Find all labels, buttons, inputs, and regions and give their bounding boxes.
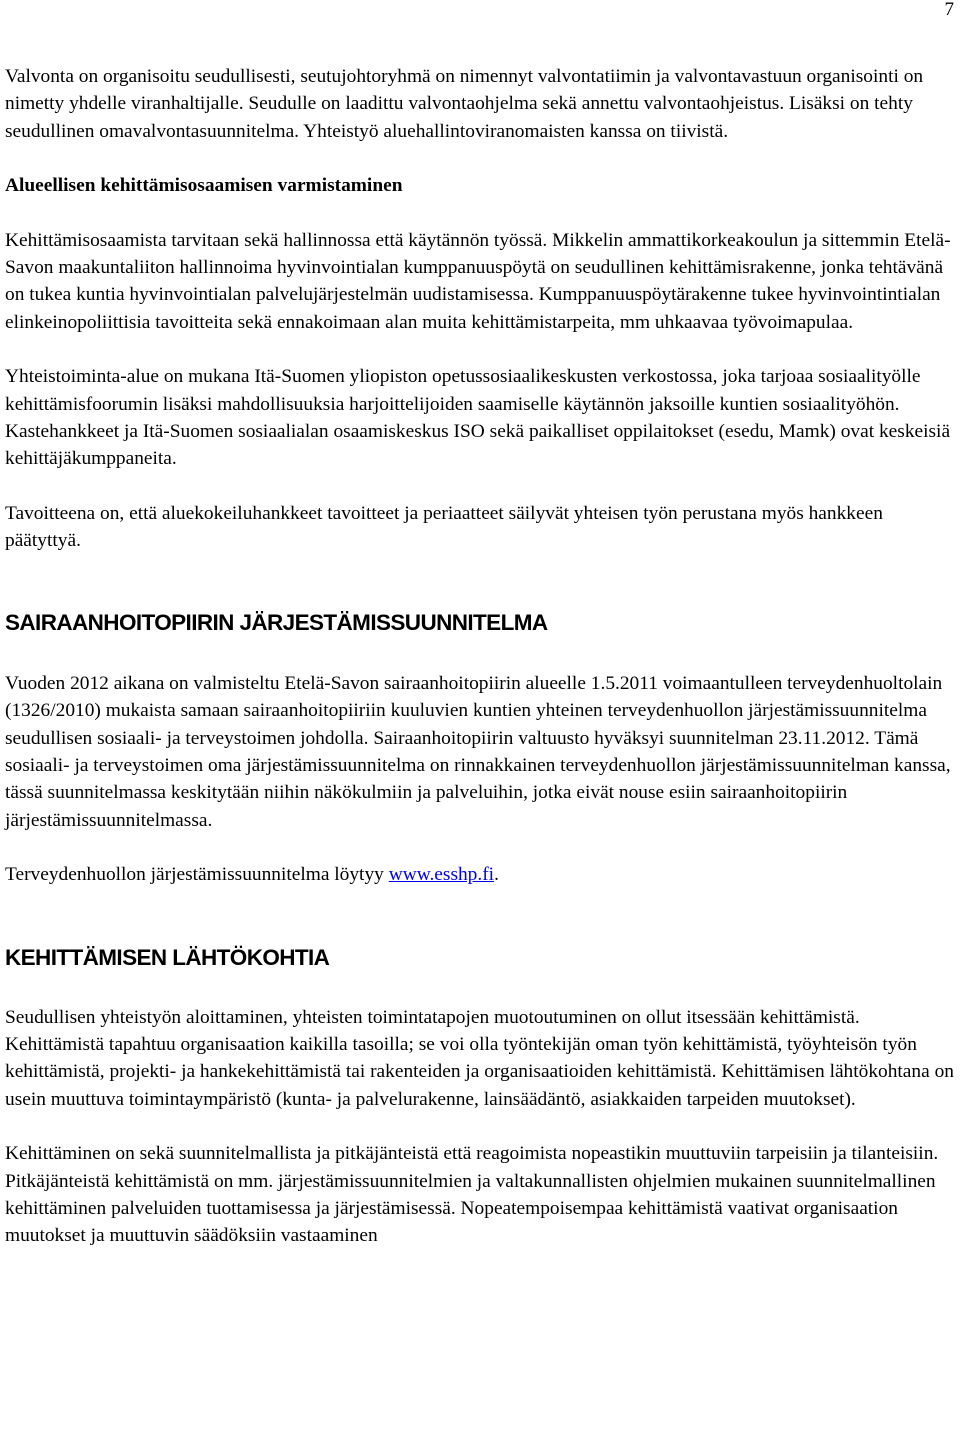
heading-sairaanhoitopiiri: SAIRAANHOITOPIIRIN JÄRJESTÄMISSUUNNITELMA	[5, 609, 548, 635]
paragraph-terveydenhuolto-link	[5, 861, 957, 888]
paragraph-kehittaminen: Kehittäminen on sekä suunnitelmallista ja pitkäjänteistä että reagoimista nopeastikin muuttuviin tarpeisiin ja tilanteisiin. Pitkäjänteistä kehittämistä on mm. järjestämissuunnitelmien ja valtakunnallisten ohjelmien mukainen suunnitelmallinen kehittäminen palveluiden tuottamisessa ja järjestämisessä. Nopeatempoisempaa kehittämistä vaativat organisaation muutokset ja muuttuvin säädöksiin vastaaminen	[5, 1143, 939, 1247]
paragraph-kehittamisosaaminen: Kehittämisosaamista tarvitaan sekä hallinnossa että käytännön työssä. Mikkelin ammattikorkeakoulun ja sittemmin Etelä-Savon maakuntaliiton hallinnoima hyvinvointialan kumppanuuspöytä on seudullinen kehittämisrakenne, jonka tehtävänä on tukea kuntia hyvinvointialan palvelujärjestelmän uudistamisessa. Kumppanuuspöytärakenne tukee hyvinvointintialan elinkeinopoliittisia tavoitteita sekä ennakoimaan alan muita kehittämistarpeita, mm uhkaavaa työvoimapulaa.	[5, 229, 951, 333]
heading-kehittamisen-lahtokohtia: KEHITTÄMISEN LÄHTÖKOHTIA	[5, 944, 330, 970]
paragraph-seudullinen-yhteistyo: Seudullisen yhteistyön aloittaminen, yhteisten toimintatapojen muotoutuminen on ollut itsessään kehittämistä. Kehittämistä tapahtuu organisaation kaikilla tasoilla; se voi olla työntekijän oman työn kehittämistä, työyhteisön työn kehittämistä, projekti- ja hankekehittämistä tai rakenteiden ja organisaatioiden kehittämistä. Kehittämisen lähtökohtana on usein muuttuva toimintaympäristö (kunta- ja palvelurakenne, lainsäädäntö, asiakkaiden tarpeiden muutokset).	[5, 1006, 954, 1110]
document-body	[5, 63, 957, 1250]
paragraph-sairaanhoitopiiri: Vuoden 2012 aikana on valmisteltu Etelä-Savon sairaanhoitopiirin alueelle 1.5.2011 voimaantulleen terveydenhuoltolain (1326/2010) mukaista samaan sairaanhoitopiiriin kuuluvien kuntien yhteinen terveydenhuollon järjestämissuunnitelma seudullisen sosiaali- ja terveystoimen johdolla. Sairaanhoitopiirin valtuusto hyväksyi suunnitelman 23.11.2012. Tämä sosiaali- ja terveystoimen oma järjestämissuunnitelma on rinnakkainen terveydenhuollon järjestämissuunnitelman kanssa, tässä suunnitelmassa keskitytään niihin näkökulmiin ja palveluihin, jotka eivät nouse esiin sairaanhoitopiirin järjestämissuunnitelmassa.	[5, 672, 951, 831]
paragraph-tavoitteena: Tavoitteena on, että aluekokeiluhankkeet tavoitteet ja periaatteet säilyvät yhteisen työn perustana myös hankkeen päätyttyä.	[5, 502, 883, 552]
link-suffix-text: .	[494, 864, 499, 886]
esshp-link[interactable]: www.esshp.fi	[388, 864, 495, 886]
paragraph-yhteistoiminta: Yhteistoiminta-alue on mukana Itä-Suomen yliopiston opetussosiaalikeskusten verkostossa, joka tarjoaa sosiaalityölle kehittämisfoorumin lisäksi mahdollisuuksia harjoittelijoiden saamiselle käytännön jaksoille kuntien sosiaalityöhön. Kastehankkeet ja Itä-Suomen sosiaalialan osaamiskeskus ISO sekä paikalliset oppilaitokset (esedu, Mamk) ovat keskeisiä kehittäjäkumppaneita.	[5, 366, 951, 470]
page-number: 7	[944, 0, 954, 20]
subheading-kehittamisosaaminen: Alueellisen kehittämisosaamisen varmistaminen	[5, 175, 403, 197]
paragraph-valvonta: Valvonta on organisoitu seudullisesti, seutujohtoryhmä on nimennyt valvontatiimin ja valvontavastuun organisointi on nimetty yhdelle viranhaltijalle. Seudulle on laadittu valvontaohjelma sekä annettu valvontaohjeistus. Lisäksi on tehty seudullinen omavalvontasuunnitelma. Yhteistyö aluehallintoviranomaisten kanssa on tiivistä.	[5, 66, 924, 142]
link-prefix-text: Terveydenhuollon järjestämissuunnitelma löytyy	[5, 864, 389, 886]
